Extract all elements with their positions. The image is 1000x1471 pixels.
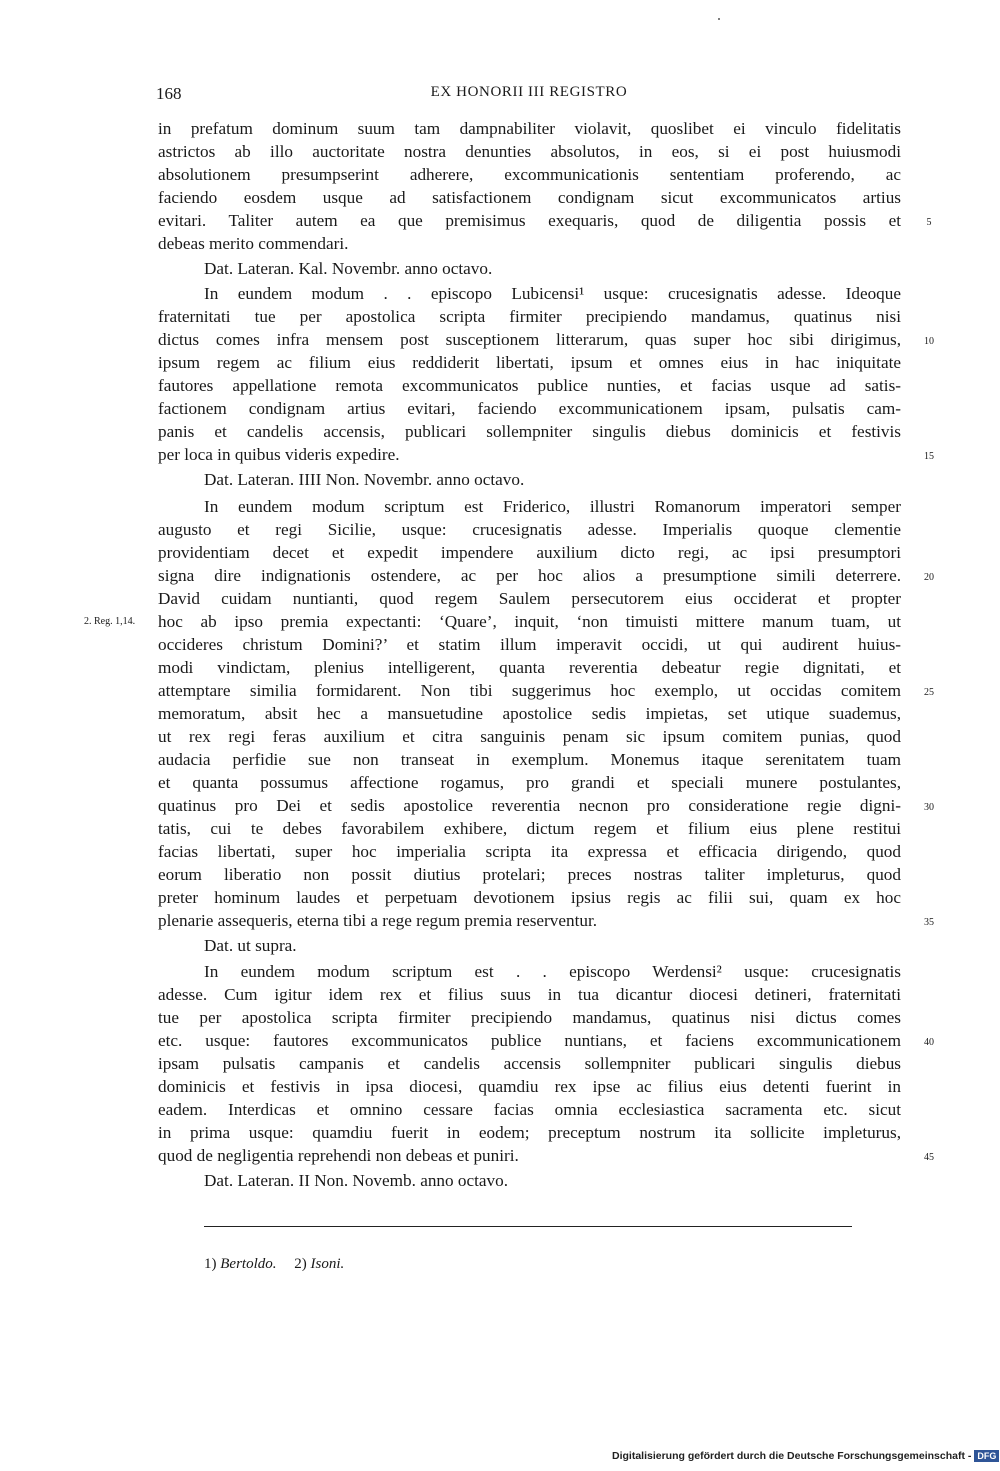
text-line: facias libertati, super hoc imperialia scripta ita expressa et efficacia dirigendo, quod bbox=[158, 842, 901, 861]
line-number: 5 bbox=[926, 217, 932, 228]
text-line: occideres christum Domini?’ et statim illum imperavit occidi, ut qui audirent huius- bbox=[158, 635, 901, 654]
footnote-number: 2) bbox=[294, 1256, 307, 1272]
digitization-credit bbox=[612, 1450, 999, 1462]
line-number: 35 bbox=[924, 917, 934, 928]
footnote-number: 1) bbox=[204, 1256, 217, 1272]
line-number: 40 bbox=[924, 1037, 934, 1048]
line-number: 25 bbox=[924, 687, 934, 698]
line-number: 20 bbox=[924, 572, 934, 583]
text-line: evitari. Taliter autem ea que premisimus exequaris, quod de diligentia possis et bbox=[158, 211, 901, 230]
text-line: debeas merito commendari. bbox=[158, 234, 349, 253]
dfg-logo: DFG bbox=[974, 1450, 999, 1462]
text-line: per loca in quibus videris expedire. bbox=[158, 445, 400, 464]
text-line: et quanta possumus affectione rogamus, pro grandi et speciali munere postulantes, bbox=[158, 773, 901, 792]
text-line: dictus comes infra mensem post susceptionem litterarum, quas super hoc sibi dirigimus, bbox=[158, 330, 901, 349]
text-line: modi vindictam, plenius intelligerent, quanta reverentia debeatur regie dignitati, et bbox=[158, 658, 901, 677]
text-line: faciendo eosdem usque ad satisfactionem condignam sicut excommunicatos artius bbox=[158, 188, 901, 207]
footnote-rule bbox=[204, 1226, 852, 1227]
line-number: 15 bbox=[924, 451, 934, 462]
text-line: in prima usque: quamdiu fuerit in eodem; preceptum nostrum ita sollicite impleturus, bbox=[158, 1123, 901, 1142]
text-line: fraternitati tue per apostolica scripta firmiter precipiendo mandamus, quatinus nisi bbox=[158, 307, 901, 326]
text-line: attemptare similia formidarent. Non tibi suggerimus hoc exemplo, ut occidas comitem bbox=[158, 681, 901, 700]
text-line: preter hominum laudes et perpetuam devotionem ipsius regis ac filii sui, quam ex hoc bbox=[158, 888, 901, 907]
text-line: eorum liberatio non possit diutius protelari; preces nostras taliter impleturus, quod bbox=[158, 865, 901, 884]
text-line: fautores appellatione remota excommunicatos publice nunties, et facias usque ad satis- bbox=[158, 376, 901, 395]
text-line: ut rex regi feras auxilium et citra sanguinis penam sic ipsum comitem punias, quod bbox=[158, 727, 901, 746]
scan-speck bbox=[718, 18, 720, 20]
page-number: 168 bbox=[156, 84, 182, 103]
text-line: tatis, cui te debes favorabilem exhibere, dictum regem et filium eius plene restitui bbox=[158, 819, 901, 838]
digitization-text: Digitalisierung gefördert durch die Deutsche Forschungsgemeinschaft - bbox=[612, 1450, 972, 1462]
text-line: hoc ab ipso premia expectanti: ‘Quare’, inquit, ‘non timuisti mittere manum tuam, ut bbox=[158, 612, 901, 631]
dating-clause: Dat. Lateran. Kal. Novembr. anno octavo. bbox=[204, 259, 493, 278]
text-line: audacia perfidie sue non transeat in exemplum. Monemus itaque serenitatem tuam bbox=[158, 750, 901, 769]
text-line: ipsum regem ac filium eius reddiderit libertati, ipsum et omnes eius in hac iniquitate bbox=[158, 353, 901, 372]
text-line: signa dire indignationis ostendere, ac per hoc alios a presumptione simili deterrere. bbox=[158, 566, 901, 585]
text-line: quod de negligentia reprehendi non debeas et puniri. bbox=[158, 1146, 519, 1165]
text-line: In eundem modum scriptum est . . episcopo Werdensi² usque: crucesignatis bbox=[204, 962, 901, 981]
text-line: absolutionem presumpserint adherere, excommunicationis sententiam proferendo, ac bbox=[158, 165, 901, 184]
text-line: eadem. Interdicas et omnino cessare facias omnia ecclesiastica sacramenta etc. sicut bbox=[158, 1100, 901, 1119]
text-line: providentiam decet et expedit impendere auxilium dicto regi, ac ipsi presumptori bbox=[158, 543, 901, 562]
text-line: memoratum, absit hec a mansuetudine apostolice sedis impietas, set utique suademus, bbox=[158, 704, 901, 723]
text-line: panis et candelis accensis, publicari sollempniter singulis diebus dominicis et festivis bbox=[158, 422, 901, 441]
text-line: astrictos ab illo auctoritate nostra denunties absolutos, in eos, si ei post huiusmodi bbox=[158, 142, 901, 161]
footnote-text: Isoni. bbox=[310, 1256, 345, 1272]
text-line: factionem condignam artius evitari, faciendo excommunicationem ipsam, pulsatis cam- bbox=[158, 399, 901, 418]
text-line: quatinus pro Dei et sedis apostolice reverentia necnon pro consideratione regie digni- bbox=[158, 796, 901, 815]
dating-clause: Dat. Lateran. II Non. Novemb. anno octavo. bbox=[204, 1171, 509, 1190]
page-header bbox=[156, 84, 902, 106]
text-line: David cuidam nuntianti, quod regem Saulem persecutorem eius occiderat et propter bbox=[158, 589, 901, 608]
text-line: plenarie assequeris, eterna tibi a rege regum premia reserventur. bbox=[158, 911, 598, 930]
text-line: etc. usque: fautores excommunicatos publice nuntians, et faciens excommunicationem bbox=[158, 1031, 901, 1050]
dating-clause: Dat. Lateran. IIII Non. Novembr. anno octavo. bbox=[204, 470, 525, 489]
footnotes bbox=[204, 1256, 358, 1273]
line-number: 10 bbox=[924, 336, 934, 347]
text-line: in prefatum dominum suum tam dampnabiliter violavit, quoslibet ei vinculo fidelitatis bbox=[158, 119, 901, 138]
footnote-text: Bertoldo. bbox=[220, 1256, 277, 1272]
text-line: dominicis et festivis in ipsa diocesi, quamdiu rex ipse ac filius eius detenti fuerint in bbox=[158, 1077, 901, 1096]
text-line: ipsam pulsatis campanis et candelis accensis sollempniter publicari singulis diebus bbox=[158, 1054, 901, 1073]
dating-clause: Dat. ut supra. bbox=[204, 936, 297, 955]
text-line: augusto et regi Sicilie, usque: crucesignatis adesse. Imperialis quoque clementie bbox=[158, 520, 901, 539]
text-line: tue per apostolica scripta firmiter precipiendo mandamus, quatinus nisi dictus comes bbox=[158, 1008, 901, 1027]
text-line: In eundem modum scriptum est Friderico, illustri Romanorum imperatori semper bbox=[204, 497, 901, 516]
text-line: In eundem modum . . episcopo Lubicensi¹ usque: crucesignatis adesse. Ideoque bbox=[204, 284, 901, 303]
running-head: EX HONORII III REGISTRO bbox=[430, 84, 628, 100]
line-number: 45 bbox=[924, 1152, 934, 1163]
margin-reference: 2. Reg. 1,14. bbox=[84, 616, 136, 627]
text-line: adesse. Cum igitur idem rex et filius suus in tua dicantur diocesi detineri, fraternitati bbox=[158, 985, 901, 1004]
line-number: 30 bbox=[924, 802, 934, 813]
